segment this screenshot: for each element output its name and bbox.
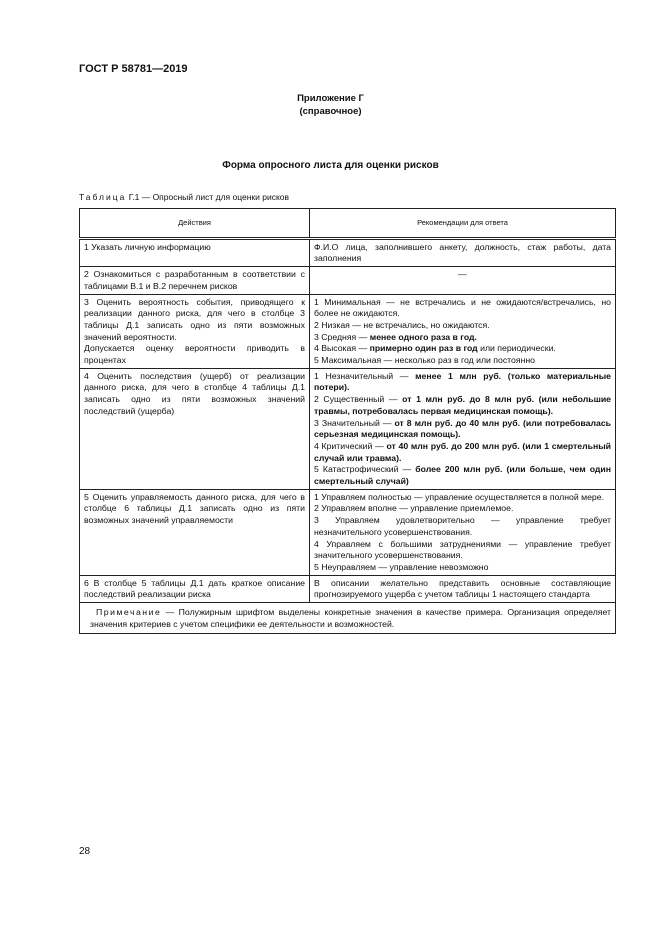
recommendation-bold-text: менее 1 млн руб. (только материальные потери). — [314, 370, 611, 393]
recommendation-text: 5 Максимальная — несколько раз в год или постоянно — [314, 355, 536, 366]
table-note-row — [80, 603, 616, 633]
action-paragraph: 3 Оценить вероятность события, приводящего к реализации данного риска, для чего в столбце 3 таблицы Д.1 записать одно из пяти возможных значений вероятности. — [84, 296, 305, 342]
standard-designation: ГОСТ Р 58781—2019 — [79, 63, 188, 75]
table-row — [80, 368, 616, 489]
action-paragraph: 5 Оценить управляемость данного риска, для чего в столбце 6 таблицы Д.1 записать одно из пяти возможных значений управляемости — [84, 491, 305, 526]
recommendation-line — [314, 371, 611, 394]
table-row — [80, 267, 616, 294]
table-header-row — [80, 209, 616, 239]
action-paragraph: 1 Указать личную информацию — [84, 241, 211, 252]
recommendation-line — [314, 242, 611, 265]
recommendation-line — [314, 515, 611, 538]
recommendation-text: 2 Низкая — не встречались, но ожидаются. — [314, 319, 490, 330]
recommendation-text: или периодически. — [477, 343, 556, 354]
recommendation-cell — [310, 267, 616, 294]
recommendation-text: 2 Управляем вполне — управление приемлемое. — [314, 503, 514, 514]
recommendation-cell — [310, 575, 616, 602]
recommendation-text: 4 Управляем с большими затруднениями — управление требует значительного усовершенствования. — [314, 538, 611, 561]
action-paragraph: Допускается оценку вероятности приводить в процентах — [84, 343, 305, 366]
recommendation-bold-text: менее одного раза в год. — [369, 331, 477, 342]
action-cell — [80, 489, 310, 575]
recommendation-bold-text: от 40 млн руб. до 200 млн руб. (или 1 смертельный случай или травма). — [314, 440, 611, 463]
recommendation-text: 1 Минимальная — не встречались и не ожидаются/встречались, но более не ожидаются. — [314, 296, 611, 319]
table-row — [80, 294, 616, 368]
recommendation-line — [314, 562, 611, 574]
recommendation-line — [314, 269, 611, 281]
appendix-heading — [0, 92, 661, 118]
header-actions: Действия — [80, 209, 310, 239]
action-cell — [80, 368, 310, 489]
action-cell — [80, 294, 310, 368]
recommendation-line — [314, 320, 611, 332]
action-paragraph: 4 Оценить последствия (ущерб) от реализации данного риска, для чего в столбце 4 таблицы Д.1 записать одно из пяти возможных значений последствий (ущерба) — [84, 370, 305, 416]
recommendation-line — [314, 441, 611, 464]
action-paragraph: 6 В столбце 5 таблицы Д.1 дать краткое описание последствий реализации риска — [84, 577, 305, 600]
table-row — [80, 575, 616, 602]
recommendation-text: 4 Критический — — [314, 440, 387, 451]
table-caption-text: Г.1 — Опросный лист для оценки рисков — [126, 192, 290, 202]
recommendation-line — [314, 343, 611, 355]
recommendation-line — [314, 492, 611, 504]
recommendation-text: 3 Управляем удовлетворительно — управление требует незначительного усовершенствования. — [314, 515, 611, 537]
recommendation-line — [314, 578, 611, 601]
recommendation-text: 1 Управляем полностью — управление осуществляется в полной мере. — [314, 491, 605, 502]
form-title: Форма опросного листа для оценки рисков — [222, 160, 439, 171]
recommendation-line — [314, 332, 611, 344]
recommendation-bold-text: более 200 млн руб. (или больше, чем один смертельный случай) — [314, 464, 611, 487]
recommendation-text: 3 Средняя — — [314, 331, 370, 342]
action-cell — [80, 575, 310, 602]
recommendation-text: Ф.И.О лица, заполнившего анкету, должность, стаж работы, дата заполнения — [314, 241, 611, 264]
appendix-subtitle: (справочное) — [299, 106, 362, 117]
table-caption-prefix: Таблица — [79, 192, 127, 202]
recommendation-text: 2 Существенный — — [314, 394, 403, 405]
recommendation-text: — — [458, 269, 467, 280]
recommendation-line — [314, 355, 611, 367]
recommendation-line — [314, 539, 611, 562]
recommendation-text: 1 Незначительный — — [314, 370, 416, 381]
recommendation-line — [314, 464, 611, 487]
recommendation-line — [314, 394, 611, 417]
note-label: Примечание — [96, 607, 162, 618]
recommendation-bold-text: от 1 млн руб. до 8 млн руб. (или небольшие травмы, потребовалась первая медицинская помощь). — [314, 394, 611, 416]
action-cell — [80, 238, 310, 266]
recommendation-text: В описании желательно представить основные составляющие прогнозируемого ущерба с учетом таблицы 1 настоящего стандарта — [314, 577, 611, 600]
action-cell — [80, 267, 310, 294]
table-note — [80, 603, 616, 633]
recommendation-line — [314, 297, 611, 320]
recommendation-cell — [310, 489, 616, 575]
recommendation-cell — [310, 294, 616, 368]
recommendation-text: 5 Неуправляем — управление невозможно — [314, 561, 489, 572]
note-text: — Полужирным шрифтом выделены конкретные значения в качестве примера. Организация определяет значения критериев с учетом специфики ее деятельности и возможностей. — [90, 607, 611, 629]
recommendation-line — [314, 503, 611, 515]
header-recommendations: Рекомендации для ответа — [310, 209, 616, 239]
recommendation-line — [314, 418, 611, 441]
recommendation-cell — [310, 368, 616, 489]
recommendation-bold-text: примерно один раз в год — [369, 343, 478, 354]
table-row — [80, 238, 616, 266]
table-caption — [79, 192, 289, 202]
recommendation-bold-text: от 8 млн руб. до 40 млн руб. (или потребовалась серьезная медицинская помощь). — [314, 417, 611, 440]
page-number: 28 — [79, 846, 91, 857]
action-paragraph: 2 Ознакомиться с разработанным в соответствии с таблицами В.1 и В.2 перечнем рисков — [84, 269, 305, 291]
recommendation-text: 3 Значительный — — [314, 417, 395, 428]
recommendation-text: 4 Высокая — — [314, 343, 370, 354]
appendix-title: Приложение Г — [297, 93, 364, 104]
recommendation-text: 5 Катастрофический — — [314, 464, 416, 475]
table-row — [80, 489, 616, 575]
recommendation-cell — [310, 238, 616, 266]
risk-questionnaire-table — [79, 208, 616, 634]
